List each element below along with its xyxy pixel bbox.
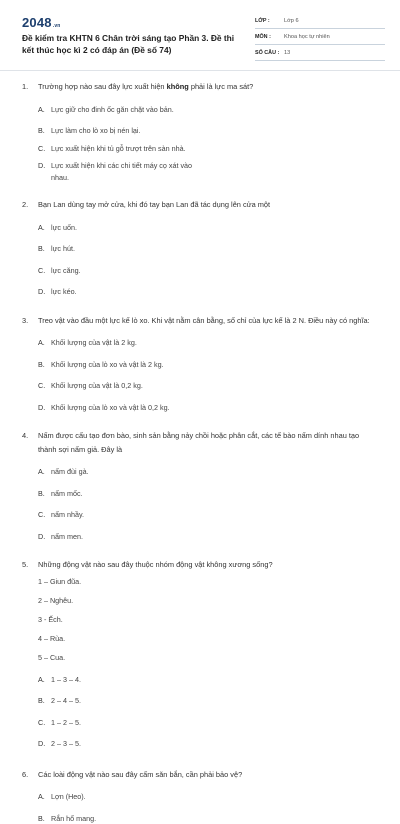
option-text: nấm mốc. [51,488,211,500]
option-letter: A. [38,466,51,478]
question-number: 3. [22,314,28,328]
option-d[interactable] [38,160,211,183]
question-stem [0,198,400,212]
meta-row-subject [255,30,385,45]
option-text: Khối lượng của lò xo và vật là 2 kg. [51,359,211,371]
option-c[interactable] [38,265,211,277]
meta-value: 13 [284,50,290,56]
meta-label: SỐ CÂU : [255,50,284,56]
option-text: 2 – 4 – 5. [51,695,211,707]
stem-text: Các loài động vật nào sau đây cấm săn bắn, cần phải bảo vệ? [38,770,242,779]
question-2 [0,198,400,298]
page-header [0,0,400,70]
option-text: lực kéo. [51,286,211,298]
options [0,664,400,750]
meta-label: LỚP : [255,18,284,24]
option-letter: C. [38,509,51,521]
option-c[interactable] [38,380,211,392]
meta-value: Lớp 6 [284,18,299,24]
stem-text: Trường hợp nào sau đây lực xuất hiện [38,82,167,91]
option-text: 1 – 2 – 5. [51,717,211,729]
option-text: Lợn (Heo). [51,791,211,803]
option-text: lực uốn. [51,222,211,234]
page-title: Đề kiểm tra KHTN 6 Chân trời sáng tạo Phần 3. Đề thi kết thúc học kì 2 có đáp án (Đề số 74) [22,32,247,56]
option-a[interactable] [38,222,211,234]
option-text: Khối lượng của vật là 2 kg. [51,337,211,349]
option-letter: A. [38,674,51,686]
question-number: 4. [22,429,28,443]
option-text: Rắn hổ mang. [51,813,211,824]
list-item: 1 – Giun đũa. [38,576,400,588]
option-b[interactable] [38,813,211,824]
stem-text: phải là lực ma sát? [189,82,254,91]
option-d[interactable] [38,286,211,298]
stem-text: Nấm được cấu tạo đơn bào, sinh sản bằng nảy chồi hoặc phân cắt, các tế bào nấm dính nhau tạo thành sợi nấm giả. Đây là [38,431,359,454]
question-list [0,80,400,824]
question-3 [0,314,400,414]
option-text: Lực xuất hiện khi tủ gỗ trượt trên sàn nhà. [51,143,211,155]
meta-value: Khoa học tự nhiên [284,34,330,40]
option-c[interactable] [38,717,211,729]
option-text: Khối lượng của vật là 0,2 kg. [51,380,211,392]
question-stem [0,768,400,782]
meta-row-class [255,14,385,29]
options [0,212,400,298]
question-5 [0,558,400,750]
question-6 [0,768,400,824]
option-a[interactable] [38,466,211,478]
question-stem [0,80,400,94]
question-4 [0,429,400,542]
option-text: lực hút. [51,243,211,255]
option-letter: D. [38,738,51,750]
option-text: 2 – 3 – 5. [51,738,211,750]
option-a[interactable] [38,674,211,686]
option-letter: C. [38,380,51,392]
option-c[interactable] [38,509,211,521]
question-stem [0,558,400,572]
option-a[interactable] [38,791,211,803]
option-letter: D. [38,531,51,543]
question-stem [0,429,400,456]
option-letter: A. [38,791,51,803]
site-logo[interactable]: 2048.vn [22,15,61,30]
option-d[interactable] [38,402,211,414]
meta-label: MÔN : [255,34,284,40]
option-letter: B. [38,359,51,371]
option-letter: B. [38,488,51,500]
options [0,456,400,542]
option-letter: B. [38,125,51,137]
header-divider [0,70,400,71]
option-letter: D. [38,160,51,183]
exam-meta [255,14,385,62]
option-d[interactable] [38,738,211,750]
stem-text: Những động vật nào sau đây thuộc nhóm động vật không xương sống? [38,560,273,569]
option-letter: C. [38,265,51,277]
options [0,94,400,184]
list-item: 2 – Nghêu. [38,595,400,607]
option-d[interactable] [38,531,211,543]
option-b[interactable] [38,695,211,707]
option-text: Lực làm cho lò xo bị nén lại. [51,125,211,137]
option-c[interactable] [38,143,211,155]
option-b[interactable] [38,488,211,500]
option-letter: D. [38,286,51,298]
option-text: nấm nhầy. [51,509,211,521]
options [0,327,400,413]
question-number: 5. [22,558,28,572]
question-number: 1. [22,80,28,94]
option-b[interactable] [38,243,211,255]
option-b[interactable] [38,359,211,371]
option-text: Khối lượng của lò xo và vật là 0,2 kg. [51,402,211,414]
list-item: 5 – Cua. [38,652,400,664]
question-1 [0,80,400,183]
option-text: Lực giữ cho đinh ốc găn chặt vào bản. [51,104,211,116]
options [0,781,400,824]
option-letter: A. [38,222,51,234]
option-letter: C. [38,143,51,155]
option-letter: B. [38,813,51,824]
stem-text: Bạn Lan dùng tay mở cửa, khi đó tay bạn Lan đã tác dụng lên cửa một [38,200,270,209]
option-a[interactable] [38,104,211,116]
option-letter: A. [38,337,51,349]
option-letter: D. [38,402,51,414]
option-letter: B. [38,695,51,707]
option-text: nấm men. [51,531,211,543]
list-item: 4 – Rùa. [38,633,400,645]
option-letter: A. [38,104,51,116]
option-text: Lực xuất hiện khi các chi tiết máy cọ xát vào nhau. [51,160,211,183]
question-stem [0,314,400,328]
option-letter: B. [38,243,51,255]
list-item: 3 - Ếch. [38,614,400,626]
option-b[interactable] [38,125,211,137]
option-text: lực căng. [51,265,211,277]
question-number: 6. [22,768,28,782]
stem-text: Treo vật vào đầu một lực kế lò xo. Khi vật nằm cân bằng, số chỉ của lực kế là 2 N. Điều này có nghĩa: [38,316,370,325]
meta-row-count [255,46,385,61]
option-letter: C. [38,717,51,729]
option-text: nấm đùi gà. [51,466,211,478]
stem-emphasis: không [167,82,189,91]
item-list [0,576,400,664]
option-text: 1 – 3 – 4. [51,674,211,686]
question-number: 2. [22,198,28,212]
option-a[interactable] [38,337,211,349]
